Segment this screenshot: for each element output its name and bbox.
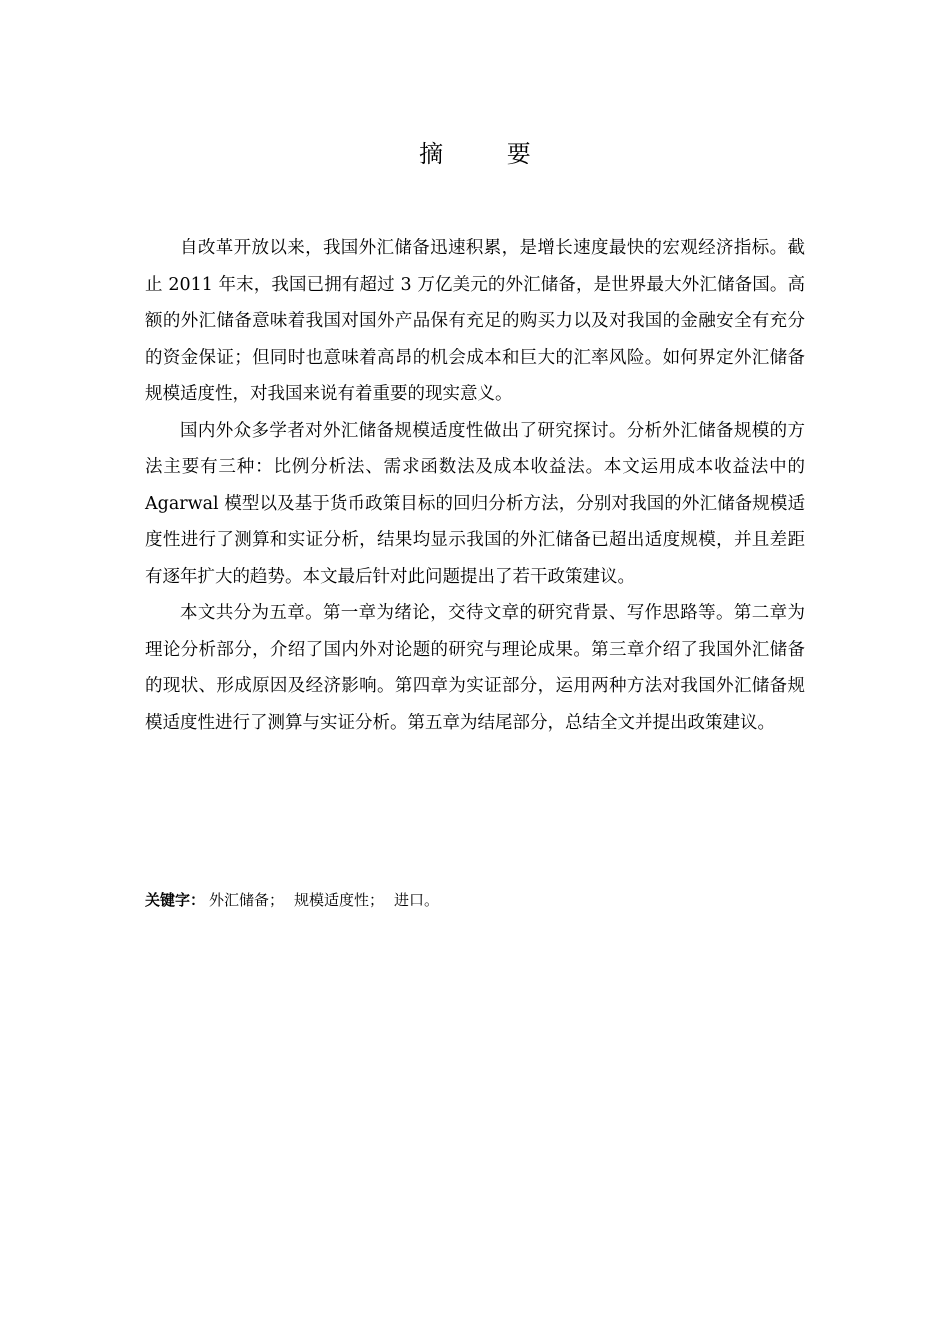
keywords-line: [145, 887, 805, 913]
keyword-item: 进口。: [394, 891, 440, 909]
abstract-paragraph-1: 自改革开放以来，我国外汇储备迅速积累，是增长速度最快的宏观经济指标。截止 2011 年末，我国已拥有超过 3 万亿美元的外汇储备，是世界最大外汇储备国。高额的外汇储备意味着我国对国外产品保有充足的购买力以及对我国的金融安全有充分的资金保证；但同时也意味着高昂的机会成本和巨大的汇率风险。如何界定外汇储备规模适度性，对我国来说有着重要的现实意义。: [145, 238, 805, 404]
abstract-paragraph-3: 本文共分为五章。第一章为绪论，交待文章的研究背景、写作思路等。第二章为理论分析部分，介绍了国内外对论题的研究与理论成果。第三章介绍了我国外汇储备的现状、形成原因及经济影响。第四章为实证部分，运用两种方法对我国外汇储备规模适度性进行了测算与实证分析。第五章为结尾部分，总结全文并提出政策建议。: [145, 603, 805, 733]
keywords-label: 关键字：: [145, 891, 206, 909]
abstract-paragraph-2: 国内外众多学者对外汇储备规模适度性做出了研究探讨。分析外汇储备规模的方法主要有三种：比例分析法、需求函数法及成本收益法。本文运用成本收益法中的 Agarwal 模型以及基于货币政策目标的回归分析方法，分别对我国的外汇储备规模适度性进行了测算和实证分析，结果均显示我国的外汇储备已超出适度规模，并且差距有逐年扩大的趋势。本文最后针对此问题提出了若干政策建议。: [145, 420, 805, 587]
keyword-item: 外汇储备；: [209, 891, 285, 909]
keyword-item: 规模适度性；: [294, 891, 385, 909]
abstract-body: [145, 230, 805, 741]
abstract-title: 摘 要: [419, 140, 559, 168]
